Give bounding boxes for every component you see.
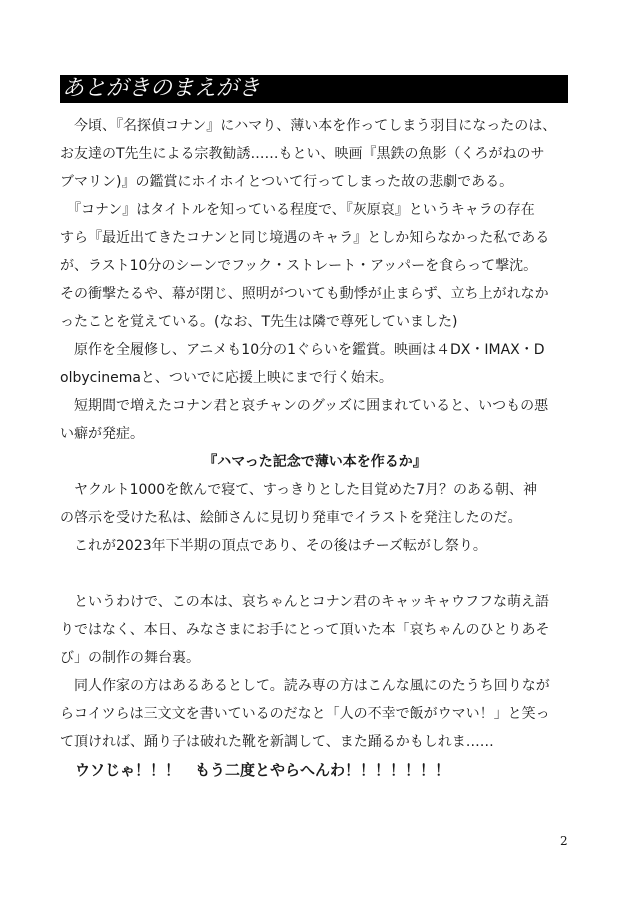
- text-line: い癖が発症。: [60, 426, 144, 442]
- text-line: が、ラスト10分のシーンでフック・ストレート・アッパーを食らって撃沈。: [60, 258, 538, 274]
- text-line: olbycinemaと、ついでに応援上映にまで行く始末。: [60, 370, 393, 386]
- text-line: 『コナン』はタイトルを知っている程度で、『灰原哀』というキャラの存在: [60, 202, 535, 218]
- text-line: というわけで、この本は、哀ちゃんとコナン君のキャッキャウフフな萌え語: [60, 594, 550, 610]
- text-line: らコイツらは三文文を書いているのだなと「人の不幸で飯がウマい！」と笑っ: [60, 706, 550, 722]
- text-line: 今頃、『名探偵コナン』にハマり、薄い本を作ってしまう羽目になったのは、: [60, 118, 557, 134]
- text-line: び」の制作の舞台裏。: [60, 650, 200, 666]
- section-title: あとがきのまえがき: [60, 75, 568, 103]
- text-line: ブマリン)』の鑑賞にホイホイとついて行ってしまった故の悲劇である。: [60, 174, 514, 190]
- text-line: 同人作家の方はあるあるとして。読み専の方はこんな風にのたうち回りなが: [60, 678, 550, 694]
- blank-line: [60, 560, 570, 588]
- text-line: すら『最近出てきたコナンと同じ境遇のキャラ』としか知らなかった私である: [60, 230, 550, 246]
- text-line: これが2023年下半期の頂点であり、その後はチーズ転がし祭り。: [60, 538, 487, 554]
- text-line: お友達のT先生による宗教勧誘……もとい、映画『黒鉄の魚影（くろがねのサ: [60, 146, 545, 162]
- text-line: ヤクルト1000を飲んで寝て、すっきりとした目覚めた7月？のある朝、神: [60, 482, 537, 498]
- text-line: 短期間で増えたコナン君と哀チャンのグッズに囲まれていると、いつもの悪: [60, 398, 549, 414]
- centered-heading-line: 『ハマった記念で薄い本を作るか』: [203, 454, 427, 470]
- emphasis-line: ウソじゃ！！！ もう二度とやらへんわ！！！！！！！: [60, 761, 451, 779]
- text-line: の啓示を受けた私は、絵師さんに見切り発車でイラストを発注したのだ。: [60, 510, 522, 526]
- page-number: 2: [560, 834, 568, 848]
- text-line: 原作を全履修し、アニメも10分の1ぐらいを鑑賞。映画は４DX・IMAX・D: [60, 342, 545, 358]
- body-text: [60, 112, 570, 784]
- text-line: りではなく、本日、みなさまにお手にとって頂いた本「哀ちゃんのひとりあそ: [60, 622, 550, 638]
- text-line: その衝撃たるや、幕が閉じ、照明がついても動悸が止まらず、立ち上がれなか: [60, 286, 549, 302]
- text-line: ったことを覚えている。(なお、T先生は隣で尊死していました): [60, 314, 458, 330]
- text-line: て頂ければ、踊り子は破れた靴を新調して、また踊るかもしれま……: [60, 734, 494, 750]
